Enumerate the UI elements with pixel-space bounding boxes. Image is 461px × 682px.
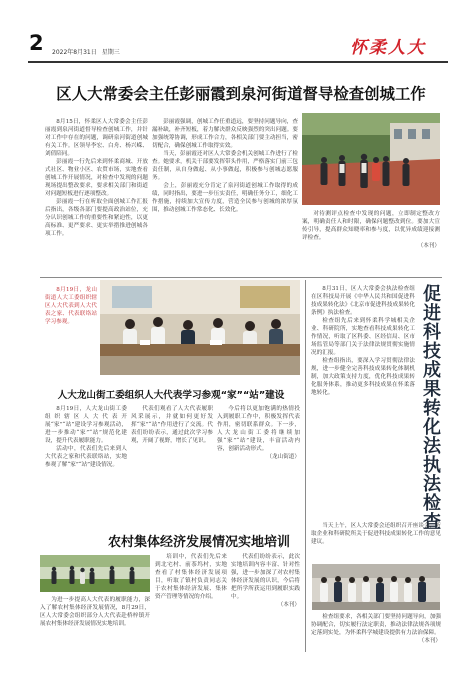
tech-col-bottom: [311, 613, 441, 651]
paragraph: 活动中，代表们先后来到人大代表之家和代表联络站，实地参观了解“家”“站”建设情况。: [45, 446, 127, 468]
tech-col-main: [311, 285, 415, 519]
paragraph: 彭丽霞一行先后来到怀柔商城、开放式社区、物业小区、农贸市场，实地查看创城工作开展情况，对检查中发现的问题现场提出整改要求，要求相关部门和街道对问题短板进行逐项整改。: [45, 159, 148, 197]
paragraph: 彭丽霞一行在听取全面创城工作汇报后指出，各级各部门要提高政治站位，充分认识创城工作的重要性和紧迫性，以更高标准、更严要求、更实举措推进创城各项工作。: [45, 199, 148, 237]
longshan-col-1: [45, 405, 127, 547]
weekday-text: 星期三: [101, 49, 120, 56]
issue-date: [52, 47, 120, 56]
tech-col-lower: [311, 522, 441, 560]
paragraph: 8月15日，怀柔区人大常委会主任彭丽霞到泉河街道督导检查创城工作，并针对工作中存在的问题，调研泉河街道创城有关工作。区领导李宏、白舟、杨兴嵘、刘倩陪同。: [45, 119, 148, 157]
main-article-col-c: [302, 210, 440, 272]
paragraph: 代表们观看了人大代表履职风采展示，并就如何更好发挥“家”“站”作用进行了交流。代表们纷纷表示，通过此次学习参观，开阔了视野，增长了见识。: [131, 406, 213, 444]
main-article-col-b: [152, 118, 298, 272]
longshan-headline: 人大龙山街工委组织人大代表学习参观“家”“站”建设: [57, 390, 285, 401]
byline: （本刊）: [417, 243, 440, 249]
byline: （本刊）: [418, 638, 441, 644]
paragraph: 代表们纷纷表示，此次实地培训内容丰富、针对性强，进一步加深了对农村集体经济发展的认识，今后将把所学所获运用到履职实践中。: [231, 554, 300, 600]
photo-inspection: [302, 113, 440, 205]
paragraph: 对待测评点检查中发现的问题，立即制定整改方案，明确责任人和时限，确保问题整改到位。要加大宣传引导，提高群众知晓率和参与度，以优异成绩迎接测评检查。: [302, 211, 440, 241]
page-number: 2: [29, 31, 44, 55]
paragraph: 今后将以更加饱满的热情投入到履职工作中，积极发挥代表作用，密切联系群众。下一步，人大龙山街工委将继续加强“家”“站”建设，丰富活动内容，创新活动形式。: [217, 406, 300, 452]
training-col-3: [231, 553, 300, 650]
tech-headline: 促进科技成果转化法执法检查: [420, 284, 441, 531]
photo-group: [312, 564, 440, 610]
longshan-col-3: [217, 405, 300, 523]
training-col-2: [155, 553, 227, 650]
paragraph: 检查组先后来到怀柔科学城相关企业、科研院所，实地查看科技成果转化工作情况，听取了区科委、区经信局、区市场监管局等部门关于法律法规贯彻实施情况的汇报。: [311, 318, 415, 356]
paragraph: 检查组指出，要深入学习贯彻法律法规，进一步健全完善科技成果转化体制机制，加大政策支持力度，优化科技成果转化服务体系，推动更多科技成果在怀柔落地转化。: [311, 358, 415, 396]
paragraph: 会上，彭丽霞充分肯定了泉河街道创城工作取得的成绩，同时指出，要进一步压实责任，明确任务分工，细化工作措施，持续加大宣传力度，营造全民参与创城的浓厚氛围，推动创城工作常态化、长效化。: [152, 183, 298, 213]
main-headline: 区人大常委会主任彭丽霞到泉河街道督导检查创城工作: [56, 85, 426, 103]
paragraph: 当天上午，区人大常委会还组织召开座谈会，听取企业和科研院所关于促进科技成果转化工作的意见建议。: [311, 523, 441, 545]
photo-meeting: [100, 280, 300, 375]
column-divider: [305, 280, 306, 652]
paragraph: 为进一步提高人大代表的履职能力，深入了解农村集体经济发展情况，8月29日，区人大常委会组织部分人大代表赴桥梓镇开展农村集体经济发展情况实地培训。: [40, 597, 150, 627]
paragraph: 培训中，代表们先后来到北宅村、前茶坞村，实地查看了村集体经济发展项目，听取了镇村负责同志关于农村集体经济发展、集体资产管理等情况的介绍。: [155, 554, 227, 600]
byline: （本刊）: [277, 602, 300, 608]
training-col-1: [40, 596, 150, 650]
paragraph: 8月31日，区人大常委会执法检查组在区科技局开展《中华人民共和国促进科技成果转化法》《北京市促进科技成果转化条例》执法检查。: [311, 286, 415, 316]
date-text: 2022年8月31日: [52, 49, 97, 56]
paragraph: 检查组要求，各相关部门要坚持问题导向，加强协调配合，切实履行法定职责，推动法律法规各项规定落到实处，为怀柔科学城建设提供有力法治保障。: [311, 614, 441, 636]
photo-caption: [45, 286, 97, 374]
main-article-col-a: [45, 118, 148, 272]
longshan-col-2: [131, 405, 213, 523]
byline: （龙山街道）: [266, 454, 300, 460]
paragraph: 当天，彭丽霞还对区人大常委会机关创城工作进行了检查。她要求，机关干部要发挥带头作用，严格落实门前三包责任制，从自身做起、从小事做起，积极参与创城志愿服务。: [152, 151, 298, 181]
section-divider: [40, 277, 442, 278]
training-headline: 农村集体经济发展情况实地培训: [107, 535, 290, 550]
caption-text: 8月19日，龙山街道人大工委组织辖区人大代表到人大代表之家、代表联络站学习参观。: [45, 287, 97, 325]
paragraph: 彭丽霞强调，创城工作任重道远，要坚持问题导向，查漏补缺，补齐短板，着力解决群众反映强烈的突出问题。要加强统筹协调，形成工作合力，各相关部门要主动担当，密切配合，确保创城工作取得实效。: [152, 119, 298, 149]
paragraph: 8月19日，人大龙山街工委组织辖区人大代表开展“家”“站”建设学习参观活动，进一步推动“家”“站”规范化建设，提升代表履职能力。: [45, 406, 127, 444]
header-rule: [28, 61, 448, 63]
masthead: 怀柔人大: [350, 38, 426, 58]
photo-field-training: [40, 555, 150, 592]
